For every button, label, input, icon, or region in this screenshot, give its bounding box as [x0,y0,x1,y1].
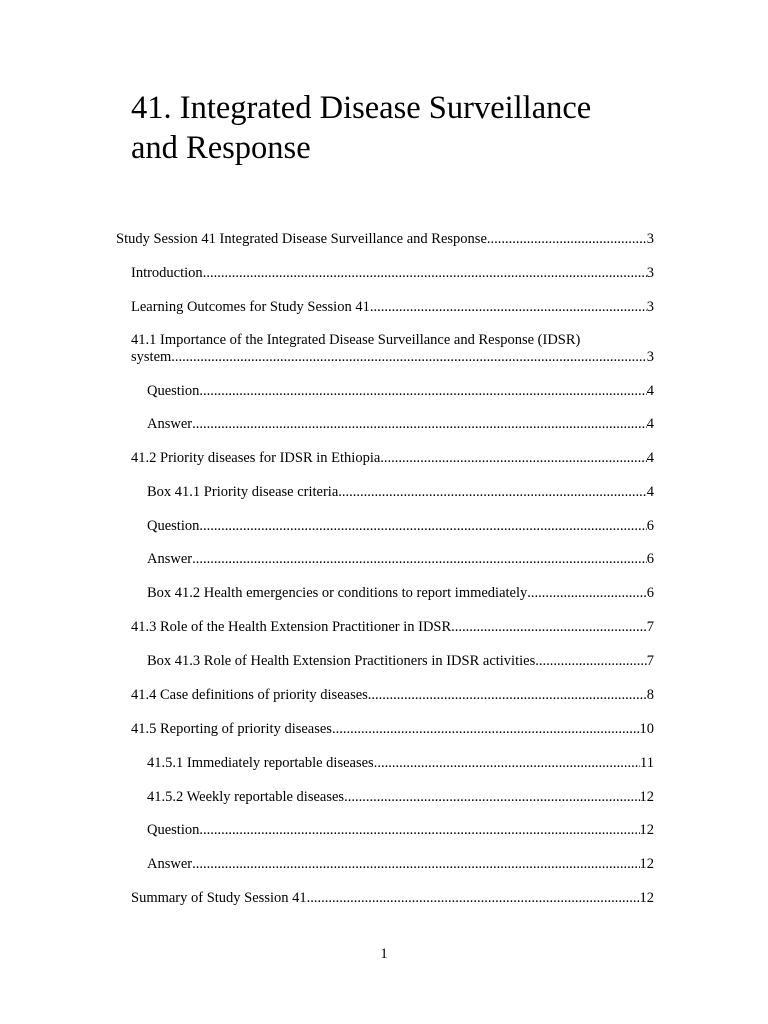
title-line-2: and Response [131,130,311,166]
toc-entry-label: Question [147,822,200,838]
toc-page-number: 3 [646,265,654,281]
title-line-1: 41. Integrated Disease Surveillance [131,90,592,126]
toc-leader-dots [368,687,647,704]
toc-page-number: 7 [646,619,654,635]
toc-entry-answer[interactable] [147,856,654,873]
toc-page-number: 3 [646,349,654,365]
toc-leader-dots [192,856,639,873]
toc-entry-box-41-2[interactable] [147,585,654,602]
toc-entry-41-1[interactable] [131,332,654,366]
toc-entry-answer[interactable] [147,416,654,433]
toc-entry-label: Answer [147,416,193,432]
toc-entry-learning-outcomes[interactable] [131,299,654,316]
toc-entry-label: Answer [147,551,193,567]
toc-page-number: 6 [646,518,654,534]
toc-leader-dots [199,822,639,839]
toc-entry-label: Question [147,518,200,534]
toc-page-number: 4 [646,383,654,399]
toc-entry-label: 41.5.1 Immediately reportable diseases [147,755,374,771]
toc-page-number: 3 [646,231,654,247]
toc-entry-label: Introduction [131,265,203,281]
toc-leader-dots [487,231,647,248]
toc-leader-dots [203,265,647,282]
toc-entry-label: Study Session 41 Integrated Disease Surveillance and Response [116,231,487,247]
toc-entry-summary[interactable] [131,890,654,907]
toc-page-number: 12 [639,856,654,872]
toc-entry-label: 41.4 Case definitions of priority diseases [131,687,368,703]
toc-leader-dots [338,484,646,501]
toc-entry-41-5[interactable] [131,721,654,738]
toc-entry-41-5-1[interactable] [147,755,654,772]
toc-page-number: 6 [646,551,654,567]
toc-page-number: 8 [646,687,654,703]
toc-entry-label: Answer [147,856,193,872]
toc-entry-41-4[interactable] [131,687,654,704]
toc-entry-study-session[interactable] [116,231,654,248]
toc-entry-label: Box 41.3 Role of Health Extension Practitioners in IDSR activities [147,653,536,669]
toc-leader-dots [535,653,647,670]
toc-entry-question[interactable] [147,383,654,400]
toc-entry-label: Box 41.1 Priority disease criteria [147,484,339,500]
toc-entry-label: 41.5 Reporting of priority diseases [131,721,332,737]
toc-leader-dots [199,383,646,400]
toc-entry-label: Summary of Study Session 41 [131,890,307,906]
toc-leader-dots [307,890,640,907]
toc-leader-dots [451,619,647,636]
toc-leader-dots [192,551,647,568]
toc-page-number: 3 [646,299,654,315]
toc-entry-41-3[interactable] [131,619,654,636]
toc-leader-dots [527,585,646,602]
toc-leader-dots [171,349,646,366]
toc-leader-dots [370,299,647,316]
toc-entry-41-5-2[interactable] [147,789,654,806]
toc-entry-label: Box 41.2 Health emergencies or conditions to report immediately [147,585,528,601]
toc-page-number: 12 [639,890,654,906]
toc-leader-dots [199,518,646,535]
toc-entry-label: 41.5.2 Weekly reportable diseases [147,789,345,805]
toc-entry-label: 41.2 Priority diseases for IDSR in Ethiopia [131,450,381,466]
toc-entry-label-line1: 41.1 Importance of the Integrated Disease Surveillance and Response (IDSR) [131,332,581,348]
toc-page-number: 10 [639,721,654,737]
toc-leader-dots [344,789,639,806]
page-number: 1 [380,946,388,962]
toc-leader-dots [374,755,640,772]
toc-entry-question[interactable] [147,822,654,839]
toc-page-number: 4 [646,484,654,500]
toc-page-number: 4 [646,450,654,466]
toc-entry-answer[interactable] [147,551,654,568]
toc-page-number: 4 [646,416,654,432]
toc-leader-dots [192,416,647,433]
toc-entry-box-41-3[interactable] [147,653,654,670]
toc-entry-introduction[interactable] [131,265,654,282]
toc-entry-label: 41.3 Role of the Health Extension Practitioner in IDSR [131,619,452,635]
toc-page-number: 6 [646,585,654,601]
toc-entry-label: Question [147,383,200,399]
toc-entry-41-2[interactable] [131,450,654,467]
toc-page-number: 7 [646,653,654,669]
toc-entry-label-line2: system [131,349,172,365]
toc-entry-box-41-1[interactable] [147,484,654,501]
toc-page-number: 12 [639,789,654,805]
toc-page-number: 11 [640,755,654,771]
toc-leader-dots [380,450,646,467]
toc-leader-dots [332,721,640,738]
toc-entry-label: Learning Outcomes for Study Session 41 [131,299,370,315]
toc-entry-question[interactable] [147,518,654,535]
toc-page-number: 12 [639,822,654,838]
